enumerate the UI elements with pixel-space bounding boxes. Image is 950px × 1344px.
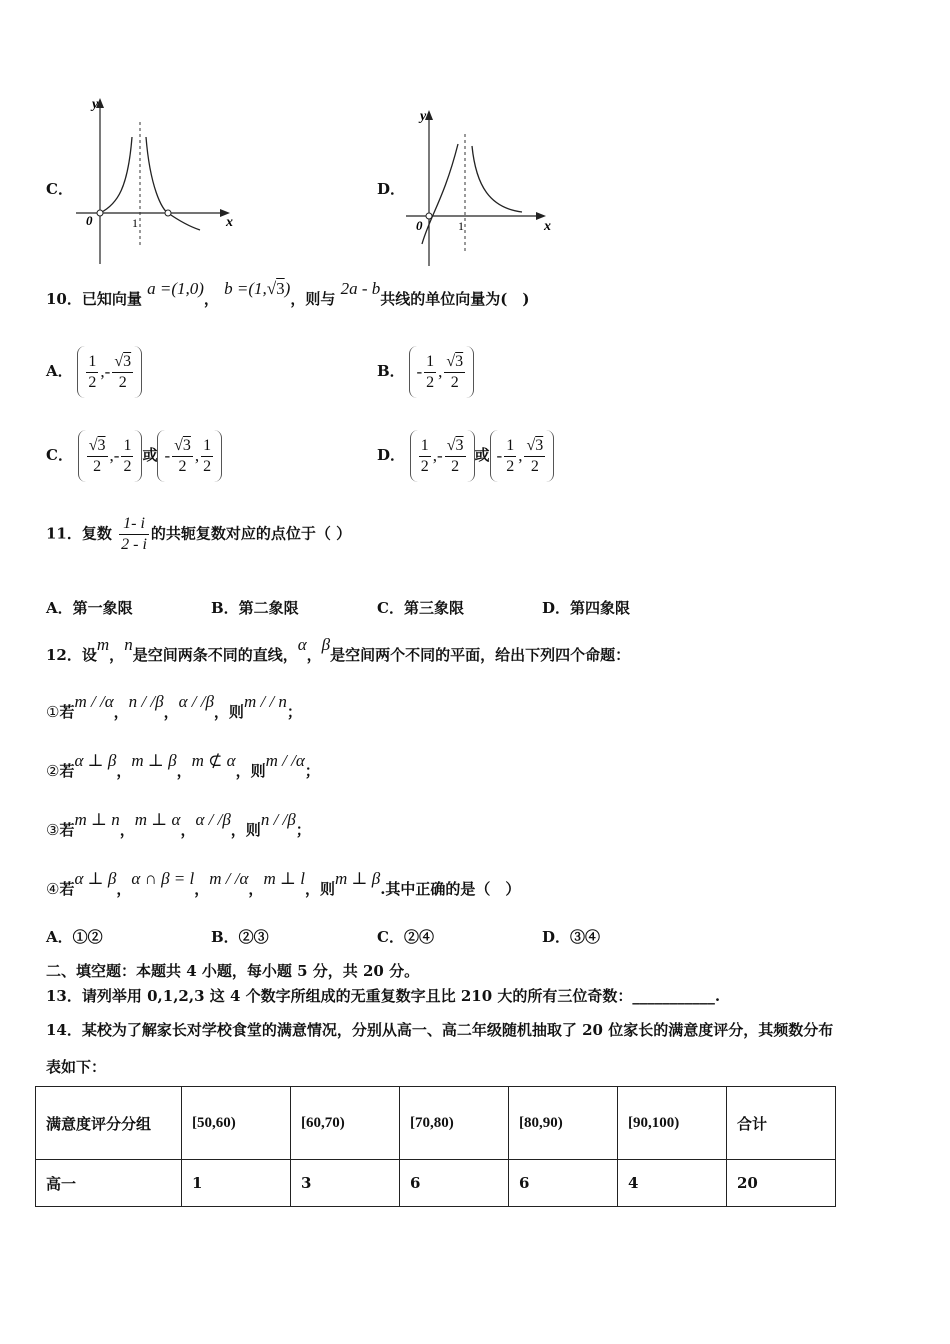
table-cell: 6 <box>509 1160 618 1207</box>
table-cell: 高一 <box>36 1160 182 1207</box>
q12-proposition-3: ③若m ⊥ n，m ⊥ α，α / /β，则n / /β； <box>46 810 311 839</box>
frequency-table <box>35 1086 836 1207</box>
table-cell: [70,80) <box>400 1087 509 1160</box>
graph-d-tick-1: 1 <box>458 219 464 233</box>
q12-stem: 12．设m，n是空间两条不同的直线，α，β是空间两个不同的平面，给出下列四个命题： <box>46 635 631 664</box>
graph-d-y-label: y <box>420 109 427 124</box>
option-c-label: C． <box>46 180 73 198</box>
graph-d-x-label: x <box>544 219 551 234</box>
q14-line-1: 14．某校为了解家长对学校食堂的满意情况，分别从高一、高二年级随机抽取了 20 位家长的满意度评分，其频数分布 <box>46 1021 834 1039</box>
q12-proposition-1: ①若m / /α，n / /β，α / /β，则m / / n； <box>46 692 302 721</box>
q11-option-c[interactable]: C．第三象限 <box>377 599 464 617</box>
graph-d-right-branch <box>472 146 522 212</box>
q10-option-a[interactable]: A． $\frac{1}{2}$ , - $\frac{√3}{2}$ <box>46 346 142 398</box>
q11-stem: 11．复数 $\frac{1- i}{2 - i}$ 的共轭复数对应的点位于（ ） <box>46 515 352 553</box>
table-header-row <box>36 1087 836 1160</box>
q12-option-c[interactable]: C．②④ <box>377 928 434 946</box>
q10-stem: 10．已知向量 a =(1,0)， b =(1,√3)，则与 2a - b共线的单位向量为( ) <box>46 279 530 308</box>
graph-c <box>70 92 240 270</box>
q11-option-d[interactable]: D．第四象限 <box>542 599 631 617</box>
table-cell: [80,90) <box>509 1087 618 1160</box>
table-cell: 6 <box>400 1160 509 1207</box>
table-cell: 满意度评分分组 <box>36 1087 182 1160</box>
graph-c-right-branch <box>146 137 200 230</box>
graph-c-y-label: y <box>92 97 99 112</box>
section-2-heading: 二、填空题：本题共 4 小题，每小题 5 分，共 20 分。 <box>46 962 420 980</box>
graph-c-origin-label: 0 <box>86 213 93 228</box>
q12-option-b[interactable]: B．②③ <box>211 928 269 946</box>
graph-c-tick-1: 1 <box>132 216 138 230</box>
option-d-label: D． <box>377 180 406 198</box>
graph-d <box>400 104 560 272</box>
table-cell: [50,60) <box>182 1087 291 1160</box>
graph-d-origin-label: 0 <box>416 218 423 233</box>
q10-option-d[interactable]: D． $\frac{1}{2}$ , - $\frac{√3}{2}$ 或 - $\frac{1}{2}$ , $\frac{√3}{2}$ <box>377 430 554 482</box>
q14-line-2: 表如下： <box>46 1058 107 1076</box>
q12-proposition-2: ②若α ⊥ β，m ⊥ β，m ⊄ α，则m / /α； <box>46 751 320 780</box>
table-cell: [90,100) <box>618 1087 727 1160</box>
q11-option-b[interactable]: B．第二象限 <box>211 599 299 617</box>
q10-option-b[interactable]: B． - $\frac{1}{2}$ , $\frac{√3}{2}$ <box>377 346 474 398</box>
q11-option-a[interactable]: A．第一象限 <box>46 599 133 617</box>
table-cell: 3 <box>291 1160 400 1207</box>
q12-proposition-4: ④若α ⊥ β，α ∩ β = l，m / /α，m ⊥ l，则m ⊥ β.其中正确的是（ ） <box>46 869 521 898</box>
graph-c-x-label: x <box>226 215 233 230</box>
q13-text: 13．请列举用 0,1,2,3 这 4 个数字所组成的无重复数字且比 210 大的所有三位奇数：___________. <box>46 987 721 1005</box>
table-cell: [60,70) <box>291 1087 400 1160</box>
table-cell: 合计 <box>727 1087 836 1160</box>
q10-option-c[interactable]: C． $\frac{√3}{2}$ , - $\frac{1}{2}$ 或 - $\frac{√3}{2}$ , $\frac{1}{2}$ <box>46 430 222 482</box>
q12-option-a[interactable]: A．①② <box>46 928 103 946</box>
table-cell: 20 <box>727 1160 836 1207</box>
graph-c-left-branch <box>100 137 132 213</box>
graph-d-left-branch <box>422 144 458 244</box>
table-row <box>36 1160 836 1207</box>
q12-option-d[interactable]: D．③④ <box>542 928 601 946</box>
table-cell: 1 <box>182 1160 291 1207</box>
table-cell: 4 <box>618 1160 727 1207</box>
